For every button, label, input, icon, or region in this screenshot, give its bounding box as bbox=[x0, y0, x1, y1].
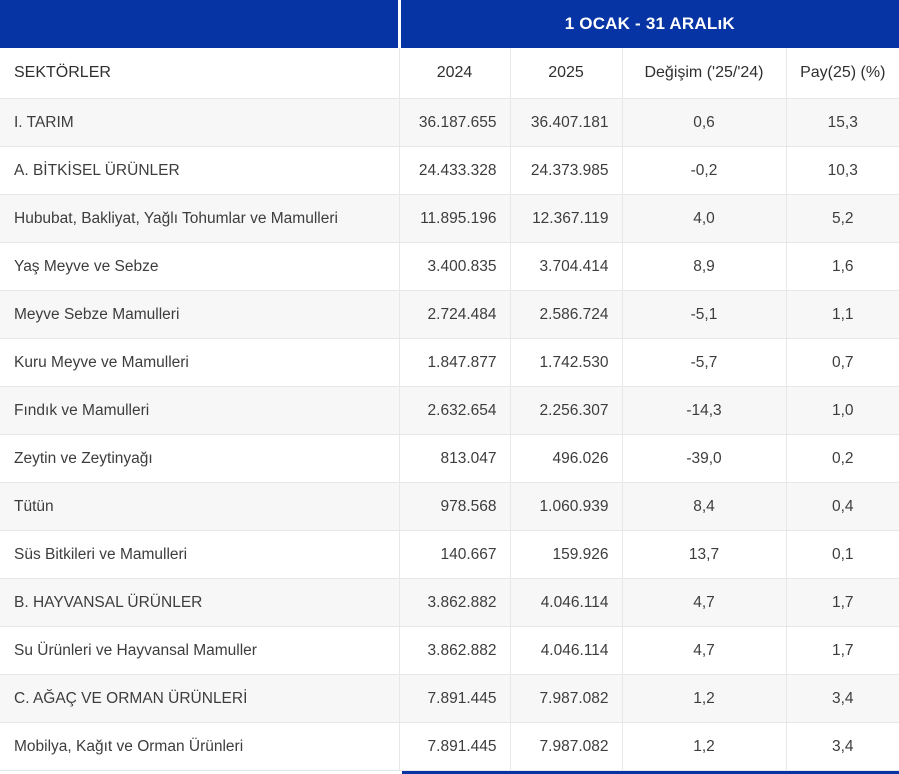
value-2024-cell: 36.187.655 bbox=[399, 99, 510, 147]
column-header-row bbox=[0, 48, 899, 99]
table-row bbox=[0, 291, 899, 339]
sector-cell: Su Ürünleri ve Hayvansal Mamuller bbox=[0, 627, 399, 675]
table-row bbox=[0, 627, 899, 675]
share-cell: 10,3 bbox=[786, 147, 899, 195]
change-cell: 8,4 bbox=[622, 483, 786, 531]
value-2025-cell: 4.046.114 bbox=[510, 627, 622, 675]
value-2025-cell: 2.256.307 bbox=[510, 387, 622, 435]
value-2025-cell: 7.987.082 bbox=[510, 723, 622, 771]
value-2025-cell: 496.026 bbox=[510, 435, 622, 483]
table-row bbox=[0, 675, 899, 723]
change-cell: 0,6 bbox=[622, 99, 786, 147]
value-2024-cell: 2.632.654 bbox=[399, 387, 510, 435]
change-cell: 4,7 bbox=[622, 579, 786, 627]
table-row bbox=[0, 483, 899, 531]
column-header-2024: 2024 bbox=[399, 48, 510, 99]
value-2024-cell: 3.400.835 bbox=[399, 243, 510, 291]
value-2025-cell: 3.704.414 bbox=[510, 243, 622, 291]
share-cell: 1,1 bbox=[786, 291, 899, 339]
sector-cell: Tütün bbox=[0, 483, 399, 531]
value-2024-cell: 978.568 bbox=[399, 483, 510, 531]
value-2025-cell: 1.742.530 bbox=[510, 339, 622, 387]
table-row bbox=[0, 723, 899, 771]
share-cell: 0,7 bbox=[786, 339, 899, 387]
table-row bbox=[0, 195, 899, 243]
sector-cell: Hububat, Bakliyat, Yağlı Tohumlar ve Mamulleri bbox=[0, 195, 399, 243]
value-2024-cell: 1.847.877 bbox=[399, 339, 510, 387]
value-2025-cell: 7.987.082 bbox=[510, 675, 622, 723]
table-row bbox=[0, 435, 899, 483]
change-cell: -14,3 bbox=[622, 387, 786, 435]
share-cell: 3,4 bbox=[786, 723, 899, 771]
column-header-2025: 2025 bbox=[510, 48, 622, 99]
value-2024-cell: 3.862.882 bbox=[399, 627, 510, 675]
table-row bbox=[0, 99, 899, 147]
share-cell: 0,4 bbox=[786, 483, 899, 531]
column-header-sektorler: SEKTÖRLER bbox=[0, 48, 399, 99]
share-cell: 1,6 bbox=[786, 243, 899, 291]
change-cell: -39,0 bbox=[622, 435, 786, 483]
period-header-spacer bbox=[0, 0, 399, 48]
change-cell: 13,7 bbox=[622, 531, 786, 579]
change-cell: -5,1 bbox=[622, 291, 786, 339]
share-cell: 0,2 bbox=[786, 435, 899, 483]
change-cell: 4,7 bbox=[622, 627, 786, 675]
value-2024-cell: 7.891.445 bbox=[399, 675, 510, 723]
sector-cell: Süs Bitkileri ve Mamulleri bbox=[0, 531, 399, 579]
value-2025-cell: 1.060.939 bbox=[510, 483, 622, 531]
change-cell: -0,2 bbox=[622, 147, 786, 195]
value-2024-cell: 813.047 bbox=[399, 435, 510, 483]
table-row bbox=[0, 243, 899, 291]
column-header-change: Değişim ('25/'24) bbox=[622, 48, 786, 99]
period-header-label: 1 OCAK - 31 ARALıK bbox=[399, 0, 899, 48]
table-row bbox=[0, 531, 899, 579]
value-2025-cell: 24.373.985 bbox=[510, 147, 622, 195]
share-cell: 5,2 bbox=[786, 195, 899, 243]
value-2025-cell: 159.926 bbox=[510, 531, 622, 579]
value-2025-cell: 4.046.114 bbox=[510, 579, 622, 627]
sector-cell: I. TARIM bbox=[0, 99, 399, 147]
sector-cell: B. HAYVANSAL ÜRÜNLER bbox=[0, 579, 399, 627]
change-cell: 1,2 bbox=[622, 675, 786, 723]
value-2024-cell: 3.862.882 bbox=[399, 579, 510, 627]
change-cell: 1,2 bbox=[622, 723, 786, 771]
share-cell: 15,3 bbox=[786, 99, 899, 147]
change-cell: -5,7 bbox=[622, 339, 786, 387]
share-cell: 1,7 bbox=[786, 627, 899, 675]
value-2024-cell: 140.667 bbox=[399, 531, 510, 579]
sector-cell: Mobilya, Kağıt ve Orman Ürünleri bbox=[0, 723, 399, 771]
table-row bbox=[0, 579, 899, 627]
sector-cell: Meyve Sebze Mamulleri bbox=[0, 291, 399, 339]
sector-cell: Zeytin ve Zeytinyağı bbox=[0, 435, 399, 483]
value-2025-cell: 2.586.724 bbox=[510, 291, 622, 339]
sector-cell: Kuru Meyve ve Mamulleri bbox=[0, 339, 399, 387]
sector-cell: Fındık ve Mamulleri bbox=[0, 387, 399, 435]
column-header-share: Pay(25) (%) bbox=[786, 48, 899, 99]
change-cell: 4,0 bbox=[622, 195, 786, 243]
value-2025-cell: 36.407.181 bbox=[510, 99, 622, 147]
share-cell: 1,0 bbox=[786, 387, 899, 435]
value-2024-cell: 11.895.196 bbox=[399, 195, 510, 243]
share-cell: 1,7 bbox=[786, 579, 899, 627]
value-2024-cell: 7.891.445 bbox=[399, 723, 510, 771]
sector-cell: A. BİTKİSEL ÜRÜNLER bbox=[0, 147, 399, 195]
share-cell: 0,1 bbox=[786, 531, 899, 579]
change-cell: 8,9 bbox=[622, 243, 786, 291]
sector-cell: C. AĞAÇ VE ORMAN ÜRÜNLERİ bbox=[0, 675, 399, 723]
value-2025-cell: 12.367.119 bbox=[510, 195, 622, 243]
value-2024-cell: 24.433.328 bbox=[399, 147, 510, 195]
sector-cell: Yaş Meyve ve Sebze bbox=[0, 243, 399, 291]
table-row bbox=[0, 387, 899, 435]
value-2024-cell: 2.724.484 bbox=[399, 291, 510, 339]
table-row bbox=[0, 147, 899, 195]
table-row bbox=[0, 339, 899, 387]
period-header-row bbox=[0, 0, 899, 48]
share-cell: 3,4 bbox=[786, 675, 899, 723]
